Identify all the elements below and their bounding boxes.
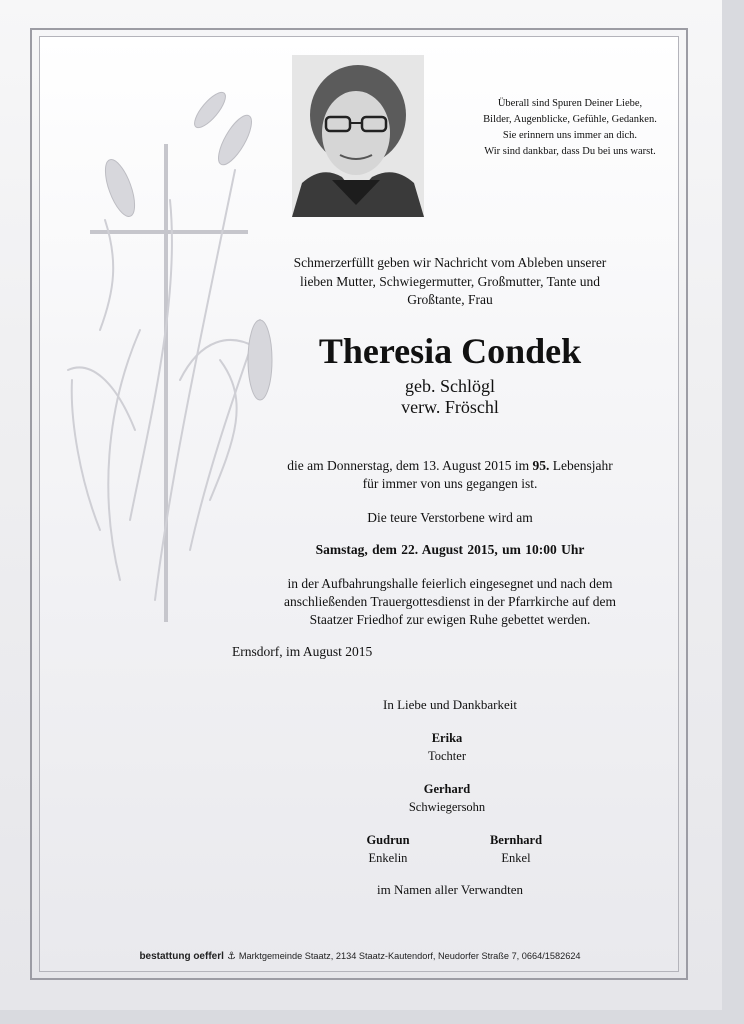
poem-line: Überall sind Spuren Deiner Liebe,	[497, 98, 643, 109]
passing-line: für immer von uns gegangen ist.	[362, 476, 538, 491]
mourner-relation: Enkel	[501, 851, 531, 865]
funeral-home-brand: bestattung oefferl	[139, 951, 224, 962]
memorial-poem	[470, 96, 670, 160]
widowed-name: verw. Fröschl	[401, 397, 499, 417]
mourner-bernhard	[456, 831, 576, 867]
mourner-erika	[387, 729, 507, 765]
mourner-relation: Enkelin	[368, 851, 408, 865]
ceremony-line: anschließenden Trauergottesdienst in der Pfarrkirche auf dem	[284, 594, 616, 609]
mourner-relation: Tochter	[428, 749, 466, 763]
closing-phrase: In Liebe und Dankbarkeit	[383, 697, 517, 712]
funeral-datetime: Samstag, dem 22. August 2015, um 10:00 Uhr	[315, 542, 585, 557]
passing-text: Lebensjahr	[549, 458, 613, 473]
birth-name: geb. Schlögl	[405, 376, 495, 396]
funeral-home-address: Marktgemeinde Staatz, 2134 Staatz-Kautendorf, Neudorfer Straße 7, 0664/1582624	[238, 951, 581, 961]
place-and-date: Ernsdorf, im August 2015	[232, 644, 373, 659]
poem-line: Bilder, Augenblicke, Gefühle, Gedanken.	[483, 114, 657, 125]
portrait-photo	[292, 55, 424, 217]
intro-line: Schmerzerfüllt geben wir Nachricht vom Ableben unserer	[293, 255, 607, 270]
passing-text: die am Donnerstag, dem 13. August 2015 im	[287, 458, 533, 473]
mourner-name: Gudrun	[366, 833, 410, 847]
death-announcement-intro	[240, 254, 660, 310]
funeral-announce: Die teure Verstorbene wird am	[367, 510, 533, 525]
mourner-name: Gerhard	[423, 782, 471, 796]
mourner-gerhard	[387, 780, 507, 816]
intro-line: Großtante, Frau	[407, 292, 493, 307]
ceremony-line: in der Aufbahrungshalle feierlich eingesegnet und nach dem	[287, 576, 613, 591]
ceremony-details	[240, 575, 660, 629]
mourner-gudrun	[328, 831, 448, 867]
passing-age: 95.	[532, 458, 550, 473]
relatives-phrase: im Namen aller Verwandten	[377, 882, 523, 897]
mourner-relation: Schwiegersohn	[408, 800, 486, 814]
funeral-home-footer	[40, 951, 680, 962]
poem-line: Sie erinnern uns immer an dich.	[502, 130, 638, 141]
intro-line: lieben Mutter, Schwiegermutter, Großmutter, Tante und	[299, 273, 601, 289]
deceased-name: Theresia Condek	[318, 331, 582, 371]
ceremony-line: Staatzer Friedhof zur ewigen Ruhe gebettet werden.	[309, 612, 591, 627]
anchor-icon: ⚓	[226, 951, 236, 962]
passing-line	[240, 457, 660, 475]
maiden-names	[240, 376, 660, 418]
passing-notice	[240, 457, 660, 493]
mourner-name: Erika	[431, 731, 463, 745]
mourner-name: Bernhard	[489, 833, 543, 847]
poem-line: Wir sind dankbar, dass Du bei uns warst.	[484, 146, 656, 157]
